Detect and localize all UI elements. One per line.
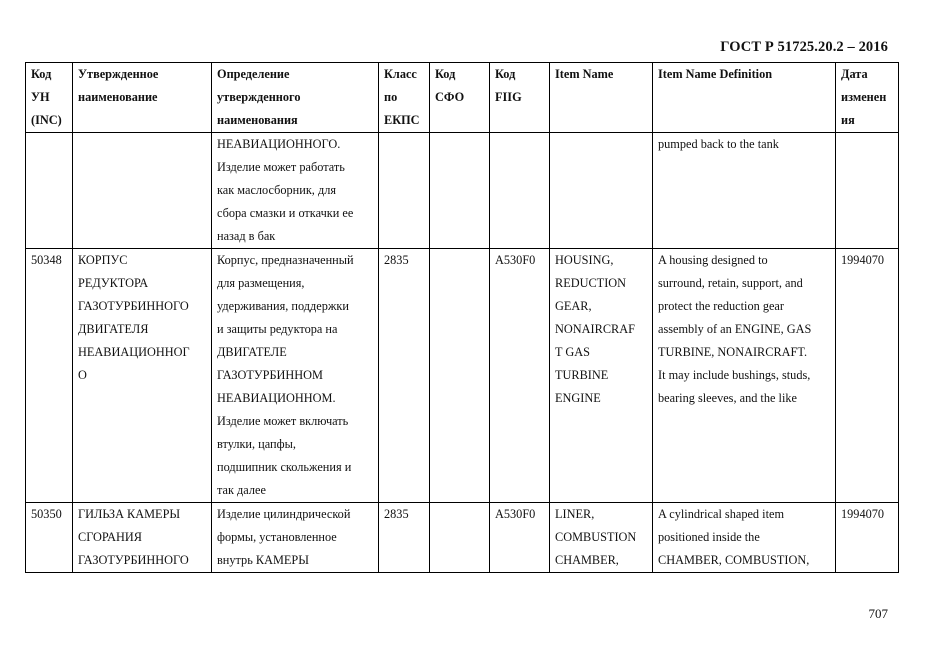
- column-header-definition: [212, 63, 379, 133]
- header-text-line: ЕКПС: [384, 113, 420, 127]
- cell-text-line: НЕАВИАЦИОННОГО.: [217, 137, 341, 151]
- cell-item-name: [550, 503, 653, 573]
- cell-text-line: удерживания, поддержки: [217, 299, 349, 313]
- header-text-line: по: [384, 90, 398, 104]
- cell-text-line: protect the reduction gear: [658, 299, 784, 313]
- cell-inc-code: [26, 133, 73, 249]
- cell-text-line: 50350: [31, 507, 62, 521]
- column-header-item-name: [550, 63, 653, 133]
- header-text-line: Item Name Definition: [658, 67, 773, 81]
- cell-sfo-code: [430, 133, 490, 249]
- column-header-fiig-code: [490, 63, 550, 133]
- header-text-line: Класс: [384, 67, 417, 81]
- cell-ekps-class: [379, 503, 430, 573]
- header-text-line: УН: [31, 90, 50, 104]
- header-text-line: Определение: [217, 67, 290, 81]
- header-text-line: ия: [841, 113, 855, 127]
- cell-text-line: ГАЗОТУРБИННОГО: [78, 553, 189, 567]
- cell-text-line: ГАЗОТУРБИННОГО: [78, 299, 189, 313]
- cell-text-line: surround, retain, support, and: [658, 276, 803, 290]
- cell-item-name-definition: [653, 133, 836, 249]
- cell-text-line: как маслосборник, для: [217, 183, 336, 197]
- cell-text-line: СГОРАНИЯ: [78, 530, 142, 544]
- cell-text-line: О: [78, 368, 87, 382]
- cell-fiig-code: [490, 503, 550, 573]
- cell-text-line: ДВИГАТЕЛЯ: [78, 322, 149, 336]
- cell-text-line: 2835: [384, 507, 409, 521]
- cell-text-line: 1994070: [841, 253, 885, 267]
- cell-text-line: КОРПУС: [78, 253, 128, 267]
- cell-text-line: CHAMBER,: [555, 553, 619, 567]
- cell-fiig-code: [490, 133, 550, 249]
- cell-text-line: positioned inside the: [658, 530, 760, 544]
- header-text-line: Дата: [841, 67, 868, 81]
- cell-change-date: [836, 503, 899, 573]
- header-text-line: СФО: [435, 90, 465, 104]
- cell-text-line: COMBUSTION: [555, 530, 637, 544]
- cell-text-line: A cylindrical shaped item: [658, 507, 785, 521]
- cell-change-date: [836, 133, 899, 249]
- cell-text-line: так далее: [217, 483, 266, 497]
- cell-text-line: T GAS: [555, 345, 590, 359]
- document-title: ГОСТ Р 51725.20.2 – 2016: [720, 39, 888, 55]
- cell-sfo-code: [430, 249, 490, 503]
- column-header-approved-name: [73, 63, 212, 133]
- cell-text-line: формы, установленное: [217, 530, 337, 544]
- column-header-ekps-class: [379, 63, 430, 133]
- table-row: [26, 133, 899, 249]
- cell-text-line: сбора смазки и откачки ее: [217, 206, 354, 220]
- cell-text-line: и защиты редуктора на: [217, 322, 338, 336]
- cell-text-line: НЕАВИАЦИОННОМ.: [217, 391, 336, 405]
- header-text-line: наименование: [78, 90, 158, 104]
- column-header-inc-code: [26, 63, 73, 133]
- cell-text-line: assembly of an ENGINE, GAS: [658, 322, 812, 336]
- cell-text-line: GEAR,: [555, 299, 592, 313]
- cell-text-line: ДВИГАТЕЛЕ: [217, 345, 287, 359]
- cell-sfo-code: [430, 503, 490, 573]
- cell-text-line: pumped back to the tank: [658, 137, 779, 151]
- header-text-line: Код: [31, 67, 52, 81]
- cell-text-line: REDUCTION: [555, 276, 627, 290]
- cell-text-line: назад в бак: [217, 229, 276, 243]
- column-header-change-date: [836, 63, 899, 133]
- page-number: 707: [868, 606, 888, 621]
- cell-change-date: [836, 249, 899, 503]
- cell-item-name: [550, 249, 653, 503]
- cell-item-name: [550, 133, 653, 249]
- header-text-line: Код: [435, 67, 456, 81]
- cell-text-line: ГАЗОТУРБИННОМ: [217, 368, 323, 382]
- cell-text-line: РЕДУКТОРА: [78, 276, 149, 290]
- cell-item-name-definition: [653, 503, 836, 573]
- header-text-line: FIIG: [495, 90, 522, 104]
- cell-text-line: A housing designed to: [658, 253, 768, 267]
- cell-ekps-class: [379, 133, 430, 249]
- cell-text-line: 2835: [384, 253, 409, 267]
- header-text-line: Item Name: [555, 67, 614, 81]
- cell-text-line: Изделие может работать: [217, 160, 345, 174]
- header-text-line: утвержденного: [217, 90, 301, 104]
- header-text-line: Код: [495, 67, 516, 81]
- cell-approved-name: [73, 503, 212, 573]
- cell-text-line: внутрь КАМЕРЫ: [217, 553, 309, 567]
- header-text-line: изменен: [841, 90, 887, 104]
- column-header-sfo-code: [430, 63, 490, 133]
- header-text-line: Утвержденное: [78, 67, 159, 81]
- cell-ekps-class: [379, 249, 430, 503]
- cell-text-line: A530F0: [495, 507, 536, 521]
- table-row: [26, 249, 899, 503]
- cell-text-line: втулки, цапфы,: [217, 437, 296, 451]
- table-header-row: [26, 63, 899, 133]
- cell-inc-code: [26, 249, 73, 503]
- cell-text-line: LINER,: [555, 507, 595, 521]
- cell-text-line: 1994070: [841, 507, 885, 521]
- cell-definition: [212, 503, 379, 573]
- cell-text-line: ENGINE: [555, 391, 601, 405]
- header-text-line: (INC): [31, 113, 62, 127]
- cell-text-line: A530F0: [495, 253, 536, 267]
- catalog-table: [25, 62, 899, 573]
- cell-item-name-definition: [653, 249, 836, 503]
- cell-definition: [212, 133, 379, 249]
- cell-text-line: 50348: [31, 253, 62, 267]
- cell-text-line: bearing sleeves, and the like: [658, 391, 797, 405]
- cell-text-line: ГИЛЬЗА КАМЕРЫ: [78, 507, 181, 521]
- cell-text-line: TURBINE, NONAIRCRAFT.: [658, 345, 808, 359]
- cell-text-line: HOUSING,: [555, 253, 614, 267]
- cell-text-line: Изделие может включать: [217, 414, 349, 428]
- cell-approved-name: [73, 133, 212, 249]
- cell-text-line: TURBINE: [555, 368, 609, 382]
- column-header-item-name-definition: [653, 63, 836, 133]
- cell-definition: [212, 249, 379, 503]
- table-row: [26, 503, 899, 573]
- cell-approved-name: [73, 249, 212, 503]
- cell-text-line: Изделие цилиндрической: [217, 507, 351, 521]
- cell-inc-code: [26, 503, 73, 573]
- cell-text-line: подшипник скольжения и: [217, 460, 352, 474]
- cell-text-line: It may include bushings, studs,: [658, 368, 811, 382]
- cell-fiig-code: [490, 249, 550, 503]
- cell-text-line: Корпус, предназначенный: [217, 253, 354, 267]
- cell-text-line: CHAMBER, COMBUSTION,: [658, 553, 810, 567]
- cell-text-line: для размещения,: [217, 276, 305, 290]
- header-text-line: наименования: [217, 113, 298, 127]
- cell-text-line: НЕАВИАЦИОННОГ: [78, 345, 190, 359]
- cell-text-line: NONAIRCRAF: [555, 322, 635, 336]
